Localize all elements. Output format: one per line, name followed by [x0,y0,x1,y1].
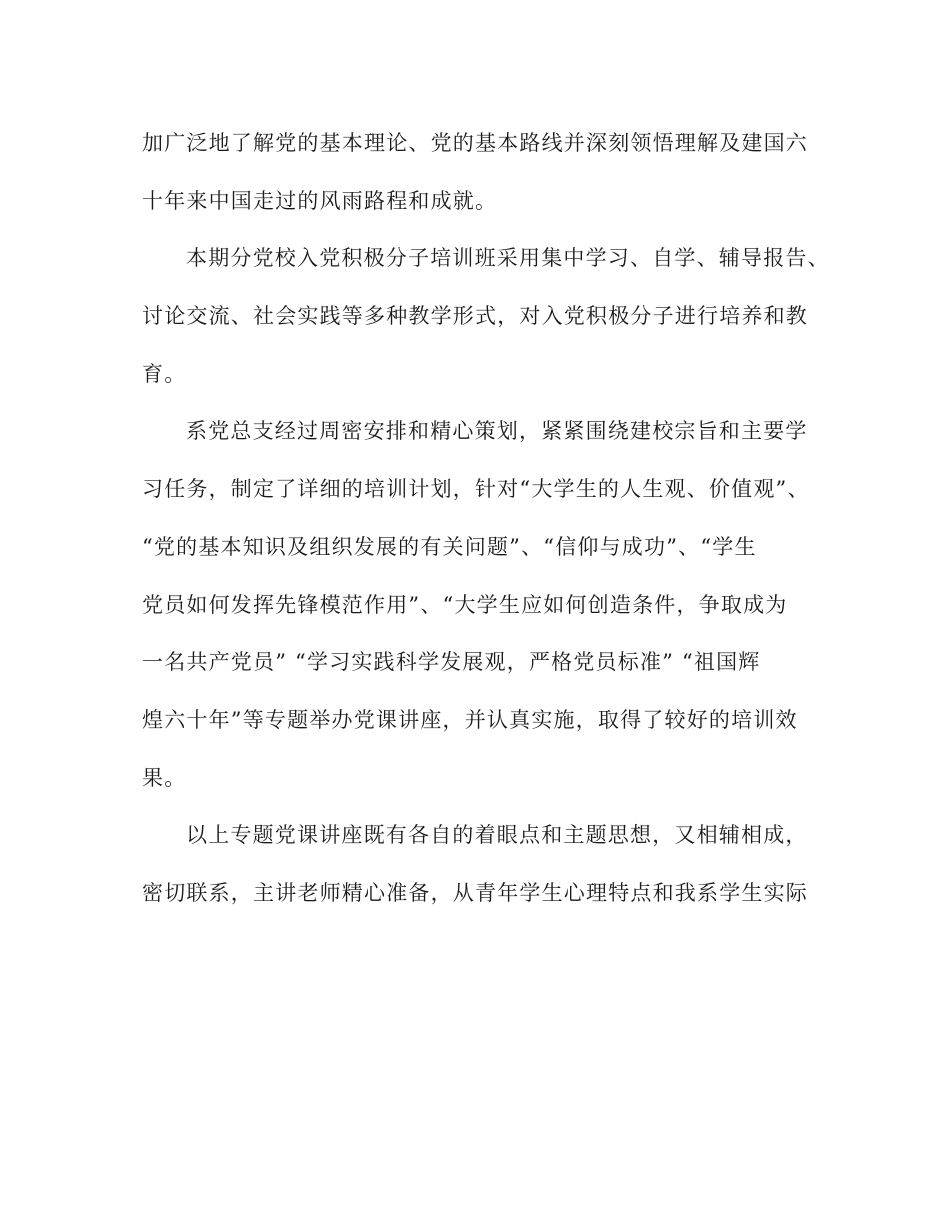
text-line-9: 党员如何发挥先锋模范作用”、“大学生应如何创造条件，争取成为 [142,592,788,617]
text-line-12: 果。 [142,765,187,790]
text-line-4: 讨论交流、社会实践等多种教学形式，对入党积极分子进行培养和教 [142,304,808,329]
text-line-7: 习任务，制定了详细的培训计划，针对“大学生的人生观、价值观”、 [142,477,810,502]
body-text [142,115,830,923]
text-line-13: 以上专题党课讲座既有各自的着眼点和主题思想，又相辅相成， [186,823,808,848]
text-line-3: 本期分党校入党积极分子培训班采用集中学习、自学、辅导报告、 [186,246,830,271]
text-line-10: 一名共产党员” “学习实践科学发展观，严格党员标准” “祖国辉 [142,650,761,675]
text-line-11: 煌六十年”等专题举办党课讲座，并认真实施，取得了较好的培训效 [142,707,798,732]
text-line-8: “党的基本知识及组织发展的有关问题”、“信仰与成功”、“学生 [142,534,757,559]
text-line-14: 密切联系，主讲老师精心准备，从青年学生心理特点和我系学生实际 [142,880,808,905]
text-line-5: 育。 [142,361,187,386]
text-line-2: 十年来中国走过的风雨路程和成就。 [142,188,498,213]
text-line-6: 系党总支经过周密安排和精心策划，紧紧围绕建校宗旨和主要学 [186,419,808,444]
text-line-1: 加广泛地了解党的基本理论、党的基本路线并深刻领悟理解及建国六 [142,131,808,155]
